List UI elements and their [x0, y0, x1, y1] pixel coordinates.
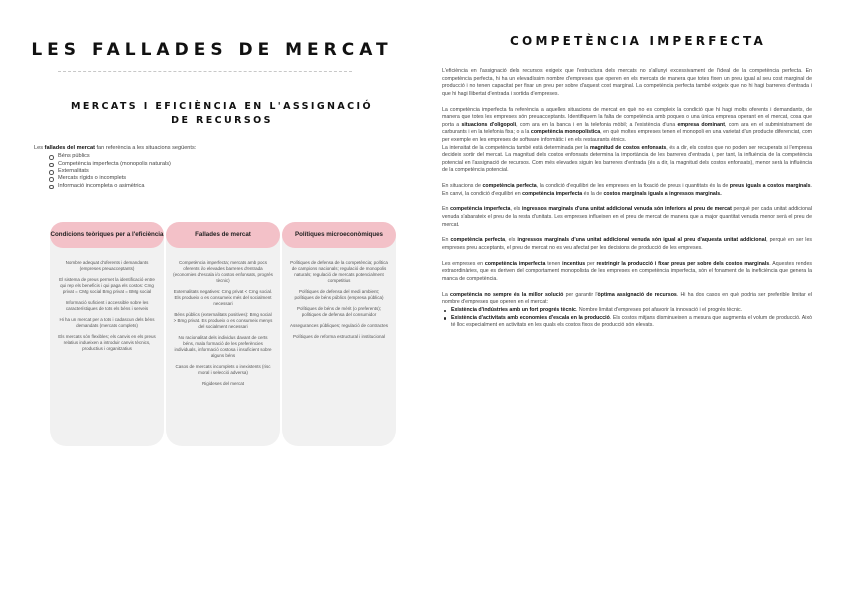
table-cell: Competència imperfecta; mercats amb pocs oferents i/o elevades barreres d'entrada (economies d'escala i/o costos enfonsats, progrés tècnic) [173, 260, 273, 283]
intro-text [34, 145, 394, 152]
list-item: Existència d'activitats amb economies d'escala en la producció. Els costos mitjans disminueixen a mesura que augmenta el volum de producció. Això té lloc especialment en activitats en les quals els costos fixos de producció són elevats. [451, 314, 812, 329]
page-title: LES FALLADES DE MERCAT [31, 40, 393, 60]
table-cell: Béns públics (externalitats positives): Bmg social > Bmg privat. Es produeix o es consumeix menys del socialment necessari [173, 312, 273, 329]
table-cell: Polítiques de defensa del medi ambient; polítiques de béns públics (empresa pública) [294, 289, 384, 300]
table-cell: Polítiques de defensa de la competència; política de campions nacionals; regulació de monopolis naturals; regulació de mercats potencialment competitius [290, 260, 388, 283]
right-page [424, 0, 848, 599]
section-title: COMPETÈNCIA IMPERFECTA [510, 34, 766, 48]
paragraph: Les empreses en competència imperfecta tenen incentius per restringir la producció i fixar preus per sobre dels costos marginals. Aquestes rendes extraordinàries, que es deriven del comportament monopolista de les empreses en competència imperfecta, són el fonament de la ineficiència que genera la manca de competència. [442, 260, 812, 282]
table-cell: Hi ha un mercat per a tots i cadascun dels béns demandats (mercats complets) [59, 317, 155, 328]
intro-pre: Les [34, 145, 45, 151]
paragraph: En situacions de competència perfecta, la condició d'equilibri de les empreses en la fixació de preus i quantitats és la de preus iguals a costos marginals. En canvi, la condició d'equilibri en competència imperfecta és la de costos marginals iguals a ingressos marginals. [442, 183, 813, 197]
comparison-table [50, 222, 396, 446]
intro-bold: fallades del mercat [44, 145, 95, 151]
table-cell: Informació suficient i accessible sobre les característiques de tots els béns i serveis [65, 300, 149, 311]
table-cell: Externalitats negatives: Cmg privat < Cmg social. Els produeix o es consumeix més del socialment necessari [173, 289, 273, 306]
paragraph: La competència imperfecta fa referència a aquelles situacions de mercat en què no es compleix la condició que hi hagi molts oferents i demandants, de manera que totes les empreses són preuacceptants. Identifiquem la falta de competència amb poques o una única empresa operant en el mercat, cosa que porta a situacions d'oligopoli, com ara en la banca i en la telefonia mòbil; a l'existència d'una empresa dominant, com ara en el subministrament de carburants i en la telefonia fixa; o a la competència monopolística, en què moltes empreses tenen el monopoli en una varietat d'un producte diferenciat, com per exemple en les empreses de software informàtic i en els restaurants ètnics. [442, 106, 813, 143]
column-conditions [57, 260, 157, 357]
cases-list [442, 307, 812, 330]
failures-list [34, 153, 394, 190]
table-cell: Nombre adequat d'oferents i demandants (empreses preuacceptants) [65, 260, 149, 271]
list-item: Béns públics [58, 153, 394, 160]
paragraph: La intensitat de la competència també està determinada per la magnitud de costos enfonsats, és a dir, els costos que no poden ser recuperats si l'empresa decideix sortir del mercat. La magnitud dels costos enfonsats determina la importància de les barreres d'entrada i, per tant, la influència de la competència potencial en l'assignació de recursos. Com més elevades siguin les barreres d'entrada (és a dir, la magnitud dels costos enfonsats), menor serà la influència de la competència potencial. [442, 144, 812, 174]
table-cell: Assegurances públiques; regulació de contractes [289, 323, 389, 328]
column-failures [173, 260, 273, 392]
list-item: Externalitats [58, 168, 394, 175]
title-divider [58, 71, 352, 72]
column-header: Fallades de mercat [166, 222, 280, 248]
intro-post: fan referència a les situacions següents: [94, 145, 197, 151]
list-item: Existència d'indústries amb un fort progrés tècnic. Nombre limitat d'empreses pot afavorir la innovació i el progrés tècnic. [451, 307, 812, 315]
paragraph: L'eficiència en l'assignació dels recursos exigeix que l'estructura dels mercats no s'allunyi excessivament de l'ideal de la competència perfecta. En competència perfecta, hi ha un elevadíssim nombre d'empreses que operen en els mercats de manera que totes fixen un preu igual al seu cost marginal de producció i no tenen capacitat per fixar un preu per sobre d'aquest cost marginal. La competència perfecta també exigeix que no hi hagi barreres d'entrada i que hi hagi llibertat d'entrada i sortida d'empreses. [442, 68, 812, 97]
table-cell: Els mercats són flexibles; els canvis en els preus relatius indueixen a introduir canvis tècnics, productius i organitzatius [58, 334, 156, 351]
table-cell: Rigideses del mercat [201, 381, 245, 386]
table-cell: El sistema de preus permet la identificació entre qui rep els beneficis i qui paga els costos: Cmg privat = CMg social Bmg privat = BMg social [59, 277, 155, 294]
column-header: Condicions teòriques per a l'eficiència [50, 222, 164, 248]
body-text [442, 68, 812, 330]
table-cell: Polítiques de reforma estructural i institucional [292, 334, 386, 339]
list-item: Mercats rígids o incomplets [58, 175, 394, 182]
list-item: Informació incompleta o asimètrica [58, 183, 394, 190]
paragraph: En competència imperfecta, els ingressos marginals d'una unitat addicional venuda són inferiors al preu de mercat perquè per cada unitat addicional venuda s'abarateix el preu de la resta d'unitats. Les empreses influeixen en el preu de mercat de manera que a major quantitat venuda menor serà el preu de mercat. [442, 206, 812, 228]
column-header: Polítiques microeconòmiques [282, 222, 396, 248]
list-item: Competència imperfecta (monopolis naturals) [58, 161, 394, 168]
paragraph: La competència no sempre és la millor solució per garantir l'òptima assignació de recursos. Hi ha dos casos en què podria ser preferible limitar el nombre d'empreses que operen en el mercat: [442, 291, 812, 306]
paragraph: En competència perfecta, els ingressos marginals d'una unitat addicional venuda són igual al preu d'aquesta unitat addicional, perquè en ser les empreses preu acceptants, el preu de mercat no es veu afectat per les decisions de producció de les empreses. [442, 237, 813, 252]
table-cell: No racionalitat dels individus davant de certs béns, mala formació de les preferències individuals, informació costosa i insuficient sobre alguns béns [174, 335, 272, 358]
table-cell: Casos de mercats incomplets o inexistents (risc moral i selecció adversa) [175, 364, 271, 375]
intro-block [34, 145, 394, 190]
column-policies [289, 260, 389, 345]
table-cell: Polítiques de béns de mèrit (o preferents); polítiques de defensa del consumidor [296, 306, 382, 317]
section-subtitle: MERCATS I EFICIÈNCIA EN L'ASSIGNACIÓ DE RECURSOS [71, 101, 373, 126]
